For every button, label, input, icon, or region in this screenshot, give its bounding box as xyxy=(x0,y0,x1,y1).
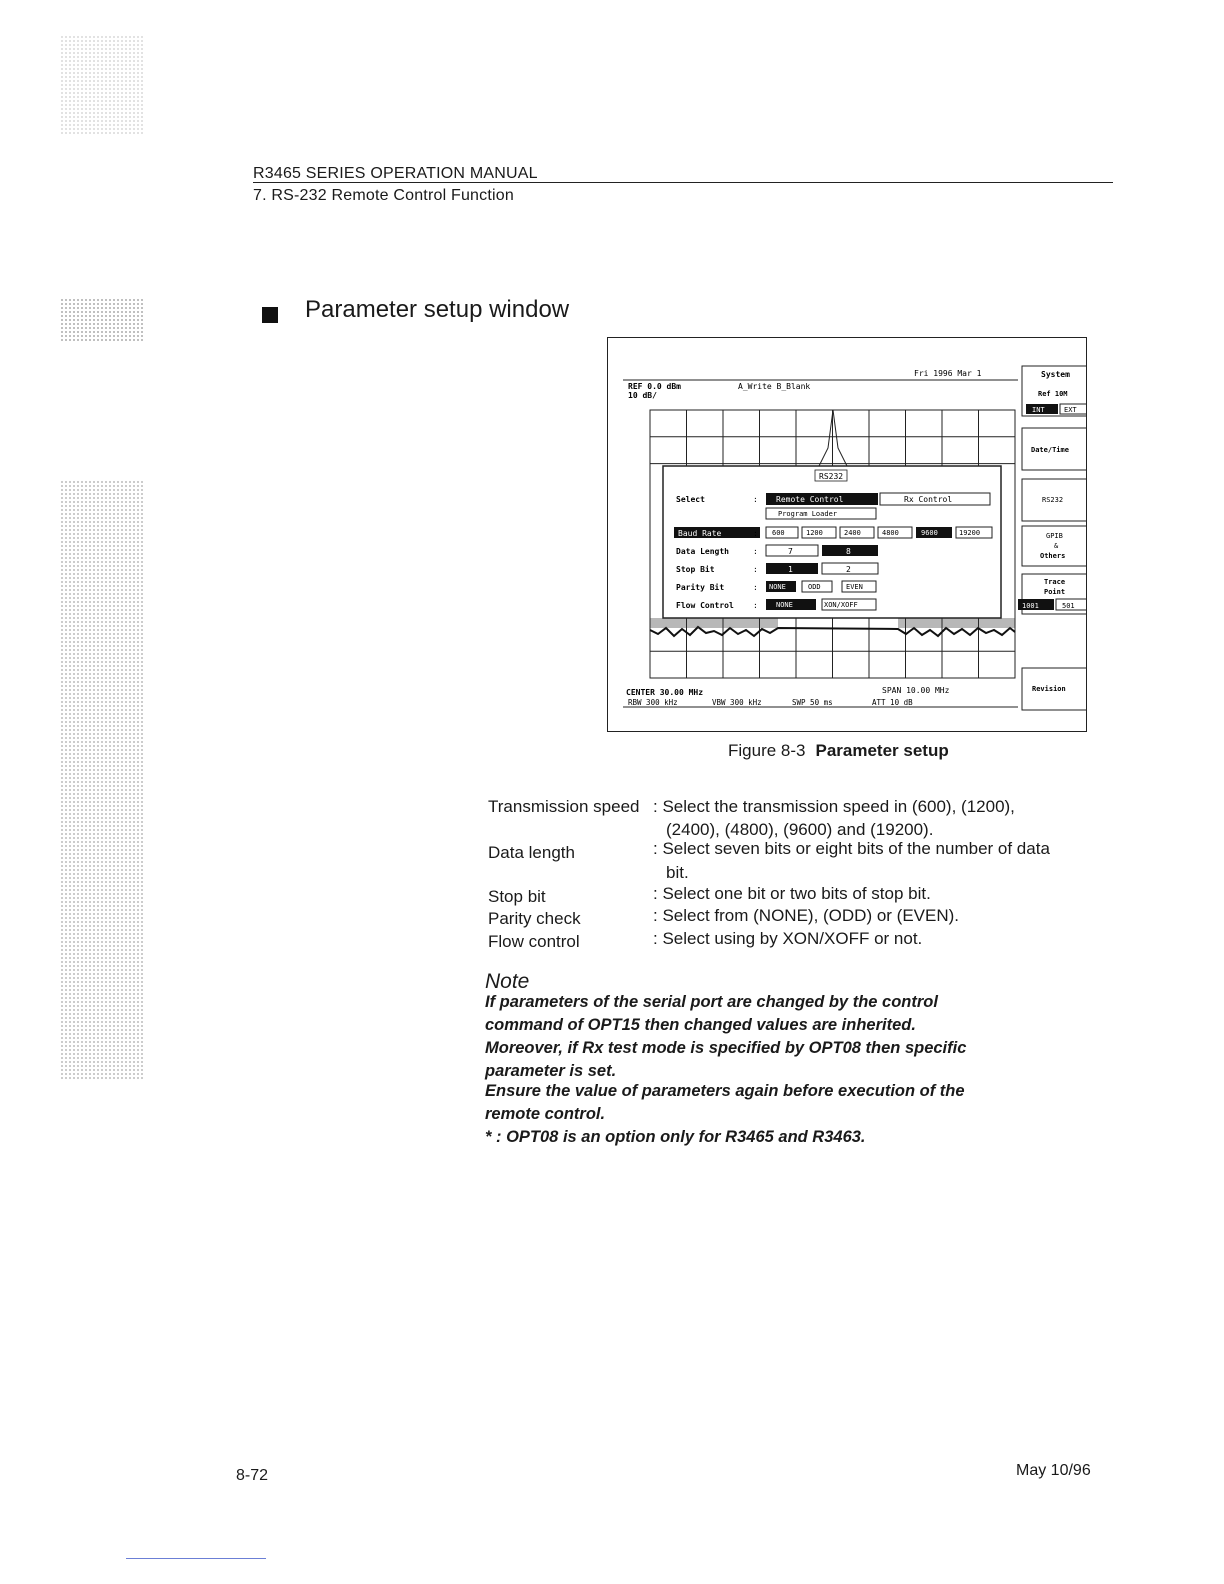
desc-term: Flow control xyxy=(488,932,580,951)
label-select: Select xyxy=(676,495,705,504)
chapter-title: 7. RS-232 Remote Control Function xyxy=(253,187,514,204)
softkey-point: Point xyxy=(1044,588,1066,596)
softkey-gpib-and: & xyxy=(1054,542,1059,550)
section-title: Parameter setup window xyxy=(305,296,570,323)
note-line: command of OPT15 then changed values are inherited. xyxy=(485,1016,916,1034)
parity-odd: ODD xyxy=(808,583,821,591)
svg-text::: : xyxy=(753,495,758,504)
baud-600: 600 xyxy=(772,529,785,537)
data-length-8: 8 xyxy=(846,547,851,556)
stop-bit-2: 2 xyxy=(846,565,851,574)
screen-center: CENTER 30.00 MHz xyxy=(626,688,704,697)
header-rule xyxy=(253,182,1113,183)
screen-vbw: VBW 300 kHz xyxy=(712,698,762,707)
label-flow-control: Flow Control xyxy=(676,601,734,610)
baud-19200: 19200 xyxy=(959,529,981,537)
baud-2400: 2400 xyxy=(844,529,861,537)
label-parity-bit: Parity Bit xyxy=(676,583,725,592)
parity-none: NONE xyxy=(769,583,786,591)
desc-term: Parity check xyxy=(488,909,581,928)
flow-none: NONE xyxy=(776,601,793,609)
softkey-panel xyxy=(1018,366,1086,710)
screen-rbw: RBW 300 kHz xyxy=(628,698,678,707)
desc-text: : Select seven bits or eight bits of the number of data xyxy=(653,839,1050,858)
label-baud-rate: Baud Rate xyxy=(678,529,722,538)
softkey-1001: 1001 xyxy=(1022,602,1039,610)
desc-text: : Select one bit or two bits of stop bit. xyxy=(653,884,931,903)
data-length-7: 7 xyxy=(788,547,793,556)
desc-term: Stop bit xyxy=(488,887,546,906)
desc-text: : Select from (NONE), (ODD) or (EVEN). xyxy=(653,906,960,925)
label-data-length: Data Length xyxy=(676,547,729,556)
note-line: Ensure the value of parameters again before execution of the xyxy=(485,1082,965,1100)
desc-term: Transmission speed xyxy=(488,797,640,816)
stop-bit-1: 1 xyxy=(788,565,793,574)
option-program-loader-text: Program Loader xyxy=(778,510,838,518)
softkey-revision: Revision xyxy=(1032,685,1066,693)
desc-text-cont: bit. xyxy=(666,863,689,882)
parity-even: EVEN xyxy=(846,583,863,591)
svg-text::: : xyxy=(753,565,758,574)
section-bullet xyxy=(262,307,278,323)
instrument-screen xyxy=(608,338,1086,731)
svg-text::: : xyxy=(753,583,758,592)
figure-number: Figure 8-3 xyxy=(728,741,806,760)
scan-speckle-lower xyxy=(60,480,145,1080)
scan-speckle-mid xyxy=(60,298,145,343)
softkey-others: Others xyxy=(1040,552,1066,560)
figure-title: Parameter setup xyxy=(815,741,949,760)
note-line: Moreover, if Rx test mode is specified by OPT08 then specific xyxy=(485,1039,967,1057)
description-list xyxy=(488,797,1108,957)
softkey-501: 501 xyxy=(1062,602,1075,610)
note-heading: Note xyxy=(485,970,530,993)
note-line: remote control. xyxy=(485,1105,606,1123)
desc-text-cont: (2400), (4800), (9600) and (19200). xyxy=(666,820,934,839)
baud-1200: 1200 xyxy=(806,529,823,537)
svg-text::: : xyxy=(753,529,758,538)
baud-9600: 9600 xyxy=(921,529,938,537)
desc-text: : Select the transmission speed in (600), (1200), xyxy=(653,797,1015,816)
screen-swp: SWP 50 ms xyxy=(792,698,833,707)
svg-text::: : xyxy=(753,601,758,610)
note-footnote: * : OPT08 is an option only for R3465 and R3463. xyxy=(485,1128,866,1146)
screen-trace: A_Write B_Blank xyxy=(738,382,811,391)
screen-span: SPAN 10.00 MHz xyxy=(882,686,950,695)
rs232-dialog xyxy=(663,466,1001,618)
screen-ref: REF 0.0 dBm xyxy=(628,382,681,391)
page-number: 8-72 xyxy=(236,1467,269,1484)
softkey-system: System xyxy=(1041,370,1070,379)
flow-xon-xoff: XON/XOFF xyxy=(824,601,858,609)
screen-att: ATT 10 dB xyxy=(872,698,913,707)
softkey-ref: Ref 10M xyxy=(1038,390,1068,398)
footer-link-line xyxy=(126,1558,266,1559)
note-line: If parameters of the serial port are changed by the control xyxy=(485,993,938,1011)
softkey-trace: Trace xyxy=(1044,578,1066,586)
desc-text: : Select using by XON/XOFF or not. xyxy=(653,929,923,948)
scan-speckle-top xyxy=(60,35,145,135)
softkey-rs232: RS232 xyxy=(1042,496,1064,504)
figure-caption xyxy=(728,741,949,761)
option-remote-control-text: Remote Control xyxy=(776,495,844,504)
figure-screen xyxy=(607,337,1087,732)
screen-date: Fri 1996 Mar 1 xyxy=(914,369,982,378)
note-line: parameter is set. xyxy=(485,1062,617,1080)
dialog-title: RS232 xyxy=(819,472,844,481)
baud-4800: 4800 xyxy=(882,529,899,537)
softkey-int: INT xyxy=(1032,406,1045,414)
softkey-date-time: Date/Time xyxy=(1031,446,1069,454)
manual-title: R3465 SERIES OPERATION MANUAL xyxy=(253,165,538,182)
softkey-ext: EXT xyxy=(1064,406,1077,414)
screen-scale: 10 dB/ xyxy=(628,391,657,400)
revision-date: May 10/96 xyxy=(1016,1462,1091,1479)
option-rx-control-text: Rx Control xyxy=(904,495,953,504)
label-stop-bit: Stop Bit xyxy=(676,565,715,574)
desc-term: Data length xyxy=(488,843,575,862)
svg-text::: : xyxy=(753,547,758,556)
softkey-gpib: GPIB xyxy=(1046,532,1063,540)
